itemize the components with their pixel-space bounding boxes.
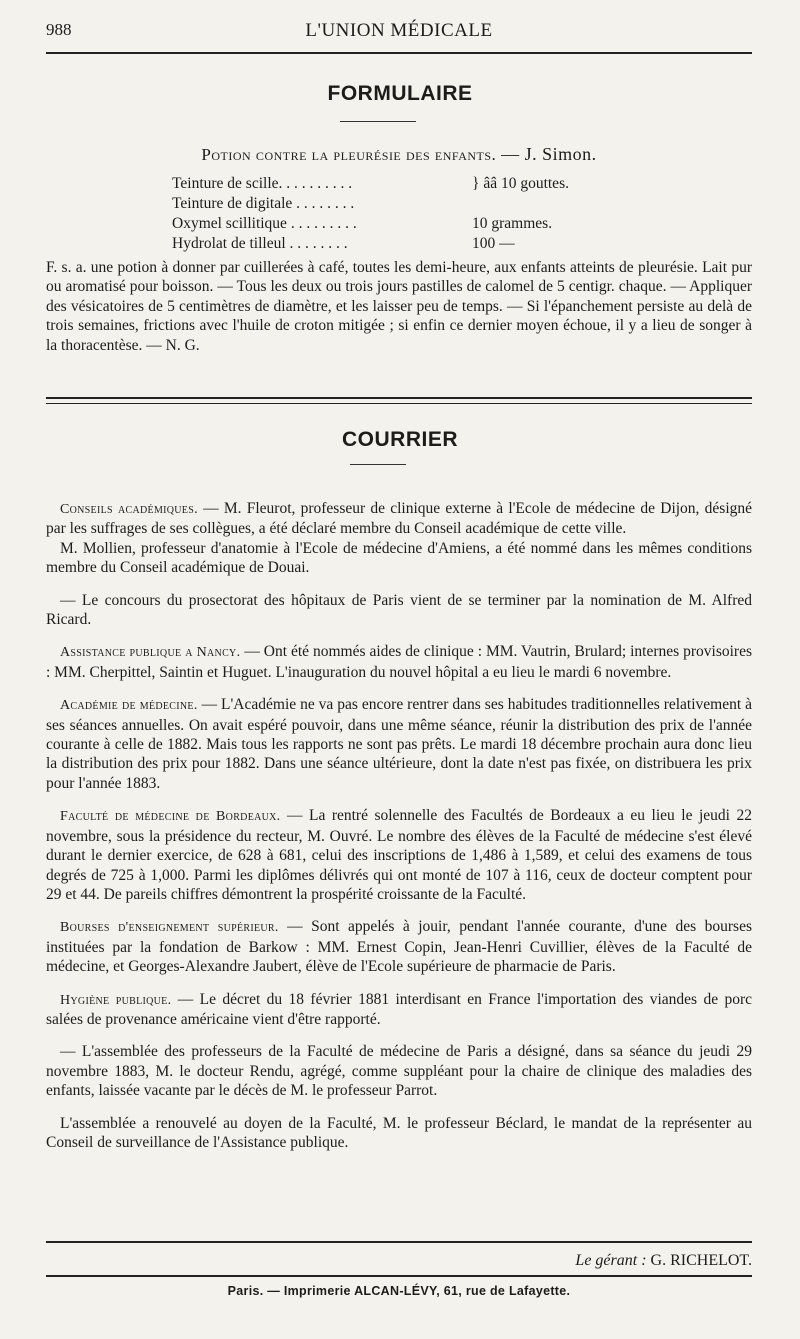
news-text: — Ont été nommés aides de clinique : MM. Vautrin, Brulard; internes provisoires : MM. Cherpittel, Saintin et Huguet. L'inauguration du nouvel hôpital a eu lieu le mardi 6 novembre. xyxy=(46,643,752,681)
news-lead: Académie de médecine. xyxy=(60,698,198,714)
ingredient-row xyxy=(172,214,569,234)
signature-name: G. RICHELOT. xyxy=(650,1252,752,1269)
news-lead: Conseils académiques. xyxy=(60,502,198,517)
page-number: 988 xyxy=(46,20,72,39)
news-item-bordeaux xyxy=(46,806,752,904)
news-lead: Faculté de médecine de Bordeaux. xyxy=(60,809,281,825)
running-head xyxy=(46,20,752,44)
news-text: — L'Académie ne va pas encore rentrer dans ses habitudes traditionnelles relativement à ses séances annuelles. On avait espéré pouvoir, dans une même séance, réunir la distribution des prix de l'année courante à celle de 1882. Mais tous les rapports ne sont pas prêts. Le mardi 18 décembre prochain aura donc lieu la distribution des prix pour 1882. Dans une séance ultérieure, dont la date n'est pas fixée, on distribuera les prix pour l'année 1883. xyxy=(46,696,752,792)
formulaire-divider xyxy=(340,121,416,122)
imprint: Paris. — Imprimerie ALCAN-LÉVY, 61, rue de Lafayette. xyxy=(227,1284,571,1298)
news-lead: Bourses d'enseignement supérieur. xyxy=(60,920,279,936)
ingredient-row xyxy=(172,194,569,214)
ingredient-name: Hydrolat de tilleul . . . . . . . . xyxy=(172,235,348,252)
news-item-conseils xyxy=(46,499,752,539)
news-text: — Le décret du 18 février 1881 interdisant en France l'importation des viandes de porc salées de provenance américaine vient d'être rapporté. xyxy=(46,990,752,1028)
news-text: — La rentré solennelle des Facultés de Bordeaux a eu lieu le jeudi 22 novembre, sous la présidence du recteur, M. Ouvré. Le nombre des élèves de la Faculté de médecine s'est élevé durant le dernier exercice, de 628 à 681, celui des inscriptions de 1,486 à 1,589, et celui des examens de tous degrés de 725 à 1,000. Parmi les diplômes délivrés qui ont monté de 107 à 116, ceux de docteur comptent pour 29 et 44. De pareils chiffres démontrent la prospérité croissante de la Faculté. xyxy=(46,807,752,903)
courrier-heading: COURRIER xyxy=(341,428,458,451)
formulaire-heading: FORMULAIRE xyxy=(327,82,473,105)
header-rule xyxy=(46,52,752,54)
ingredient-name: Oxymel scillitique . . . . . . . . . xyxy=(172,215,357,232)
news-item-assemblee: — L'assemblée des professeurs de la Faculté de médecine de Paris a désigné, dans sa séance du jeudi 29 novembre 1883, M. le docteur Rendu, agrégé, comme suppléant pour la chaire de clinique des maladies des enfants, laissée vacante par le décès de M. le professeur Parrot. xyxy=(46,1043,752,1100)
courrier-divider xyxy=(350,464,406,465)
ingredient-row xyxy=(172,234,569,254)
recipe-instructions xyxy=(46,258,752,355)
signature xyxy=(575,1252,752,1270)
ingredient-dose: 100 — xyxy=(472,235,515,252)
news-item-doyen: L'assemblée a renouvelé au doyen de la Faculté, M. le professeur Béclard, le mandat de la représenter au Conseil de surveillance de l'Assistance publique. xyxy=(46,1114,752,1151)
news-item-hygiene xyxy=(46,990,752,1030)
news-lead: Hygiène publique. xyxy=(60,992,172,1008)
news-item-nancy xyxy=(46,642,752,682)
ingredient-dose: } ââ 10 gouttes. xyxy=(472,175,569,192)
instructions-paragraph: F. s. a. une potion à donner par cuillerées à café, toutes les demi-heure, aux enfants atteints de pleurésie. Lait pur ou aromatisé pour boisson. — Tous les deux ou trois jours pastilles de calomel de 5 centigr. chaque. — Appliquer des vésicatoires de 5 centimètres de diamètre, et les laisser peu de temps. — Si l'épanchement persiste au delà de trois semaines, frictions avec l'huile de croton mitigée ; si enfin ce dernier moyen échoue, il y a lieu de songer à la thoracentèse. — N. G. xyxy=(46,259,752,354)
ingredient-name: Teinture de scille. . . . . . . . . . xyxy=(172,175,353,192)
courrier-body xyxy=(46,499,752,1152)
news-lead: Assistance publique a Nancy. xyxy=(60,645,241,661)
news-item-mollien: M. Mollien, professeur d'anatomie à l'Ecole de médecine d'Amiens, a été nommé dans les mêmes conditions membre du Conseil académique de Douai. xyxy=(46,539,752,577)
footer-rule xyxy=(46,1241,752,1243)
ingredient-dose: 10 grammes. xyxy=(472,215,553,232)
signature-label: Le gérant : xyxy=(575,1252,647,1269)
ingredient-name: Teinture de digitale . . . . . . . . xyxy=(172,195,355,212)
section-rule-bottom xyxy=(46,403,752,404)
recipe-title xyxy=(46,144,752,165)
news-item-bourses xyxy=(46,917,752,976)
ingredient-list xyxy=(172,174,569,254)
recipe-author: — J. Simon. xyxy=(501,144,597,164)
ingredient-row xyxy=(172,174,569,194)
news-item-prosectorat: — Le concours du prosectorat des hôpitaux de Paris vient de se terminer par la nomination de M. Alfred Ricard. xyxy=(46,591,752,629)
section-rule-top xyxy=(46,397,752,399)
journal-title: L'UNION MÉDICALE xyxy=(305,20,493,41)
imprint-rule xyxy=(46,1275,752,1277)
news-text: — M. Fleurot, professeur de clinique externe à l'Ecole de médecine de Dijon, désigné par les suffrages de ses collègues, a été déclaré membre du Conseil académique de cette ville. xyxy=(46,500,753,538)
news-text: — Sont appelés à jouir, pendant l'année courante, d'une des bourses instituées par la fondation de Barkow : MM. Ernest Copin, Jean-Henri Cuvillier, élèves de la Faculté de médecine, et Georges-Alexandre Jaubert, élève de l'Ecole supérieure de pharmacie de Paris. xyxy=(46,918,752,976)
news-item-academie xyxy=(46,695,752,793)
recipe-title-text: Potion contre la pleurésie des enfants. xyxy=(201,145,497,164)
